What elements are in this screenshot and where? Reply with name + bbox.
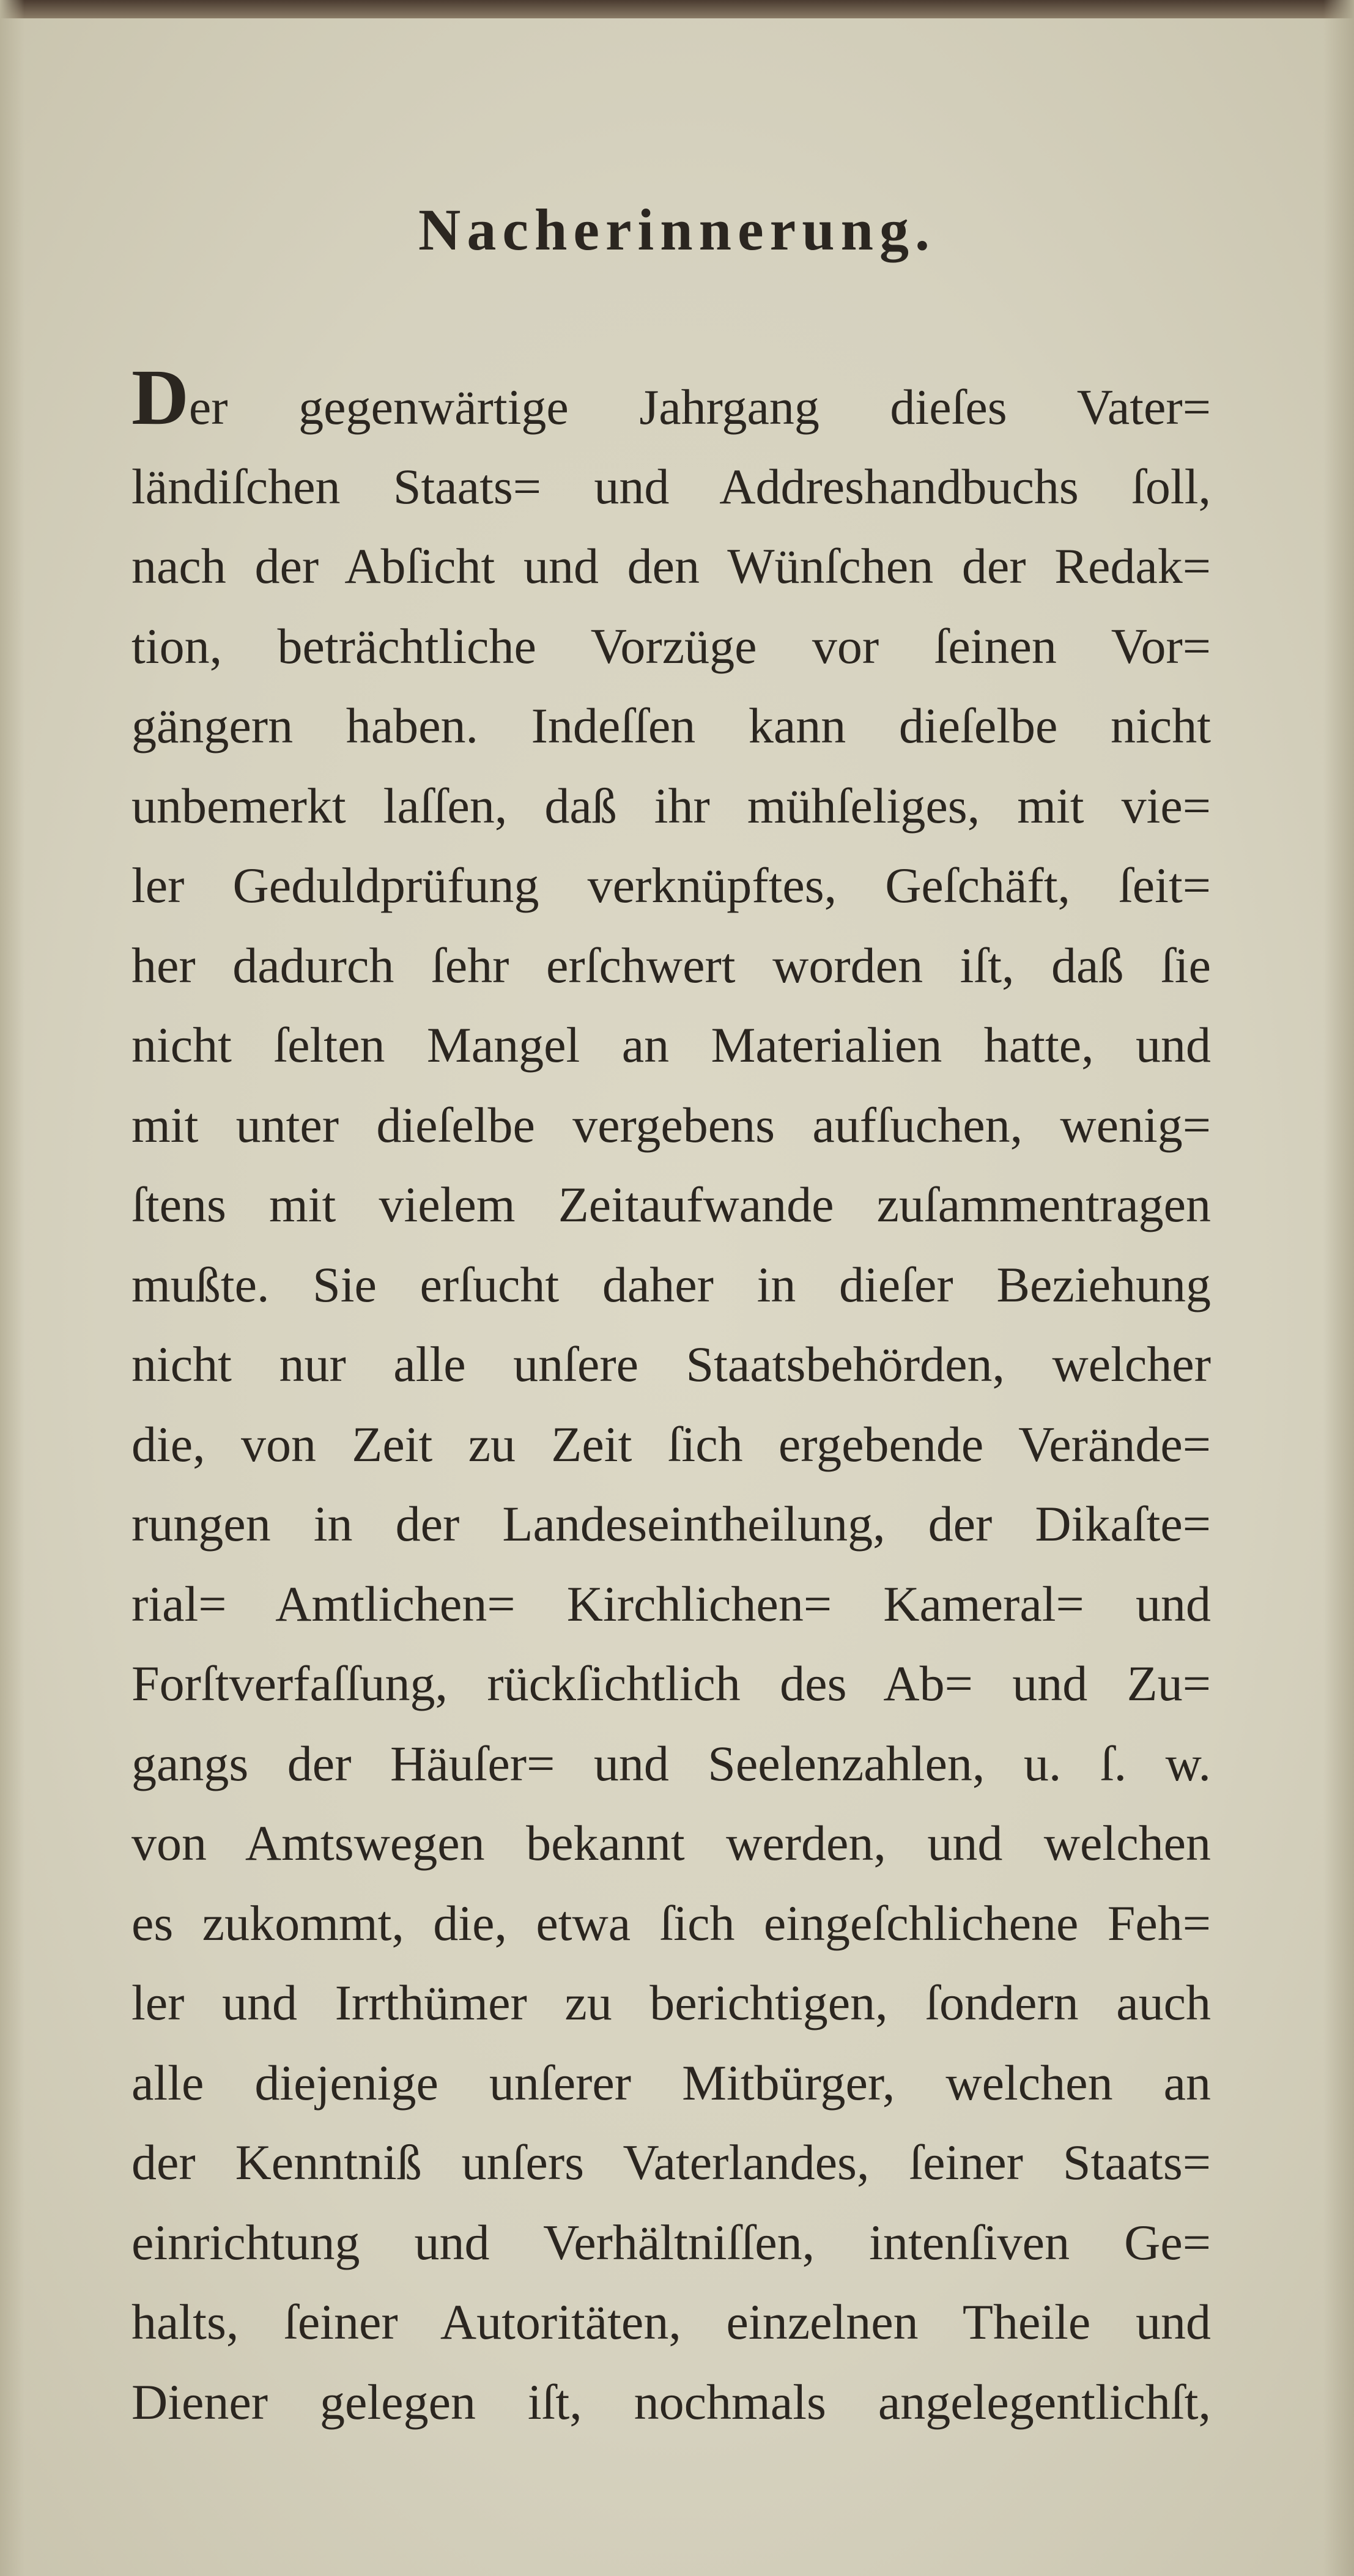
text-line: halts, ſeiner Autoritäten, einzelnen Theile und [131,2294,1211,2350]
text-line: alle diejenige unſerer Mitbürger, welchen an [131,2054,1211,2111]
text-line: Forſtverfaſſung, rückſichtlich des Ab= und Zu= [131,1656,1211,1711]
page-top-edge [0,0,1354,18]
text-line [131,353,1211,447]
text-line: ländiſchen Staats= und Addreshandbuchs ſoll, [131,458,1211,514]
page-right-edge [1323,0,1354,2576]
text-line-content: er gegenwärtige Jahrgang dieſes Vater= [188,379,1211,435]
text-line: her dadurch ſehr erſchwert worden iſt, daß ſie [131,937,1211,993]
text-line: einrichtung und Verhältniſſen, intenſiven Ge= [131,2214,1211,2270]
text-line: mußte. Sie erſucht daher in dieſer Beziehung [131,1256,1211,1312]
text-line: nach der Abſicht und den Wünſchen der Redak= [131,538,1211,594]
text-line: es zukommt, die, etwa ſich eingeſchlichene Feh= [131,1895,1211,1951]
text-line: Diener gelegen iſt, nochmals angelegentlichſt, [131,2374,1211,2430]
text-line: tion, beträchtliche Vorzüge vor ſeinen Vor= [131,618,1211,674]
text-line: ler und Irrthümer zu berichtigen, ſondern auch [131,1975,1211,2030]
page-left-edge [0,0,24,2576]
text-line: nicht nur alle unſere Staatsbehörden, welcher [131,1336,1211,1392]
text-line: gängern haben. Indeſſen kann dieſelbe nicht [131,698,1211,753]
text-line: ſtens mit vielem Zeitaufwande zuſammentragen [131,1177,1211,1232]
text-line: von Amtswegen bekannt werden, und welchen [131,1815,1211,1871]
text-line: der Kenntniß unſers Vaterlandes, ſeiner Staats= [131,2134,1211,2190]
page-title: Nacherinnerung. [418,197,936,262]
drop-cap: D [131,353,189,442]
body-text [131,353,1211,2442]
text-line: rungen in der Landeseintheilung, der Dikaſte= [131,1496,1211,1552]
text-line: ler Geduldprüfung verknüpftes, Geſchäft, ſeit= [131,857,1211,913]
text-line: mit unter dieſelbe vergebens aufſuchen, wenig= [131,1097,1211,1153]
text-line: gangs der Häuſer= und Seelenzahlen, u. ſ. w. [131,1735,1211,1791]
text-line: rial= Amtlichen= Kirchlichen= Kameral= und [131,1575,1211,1632]
text-line: unbemerkt laſſen, daß ihr mühſeliges, mit vie= [131,777,1211,834]
text-line: nicht ſelten Mangel an Materialien hatte, und [131,1017,1211,1073]
text-line: die, von Zeit zu Zeit ſich ergebende Verände= [131,1416,1211,1472]
